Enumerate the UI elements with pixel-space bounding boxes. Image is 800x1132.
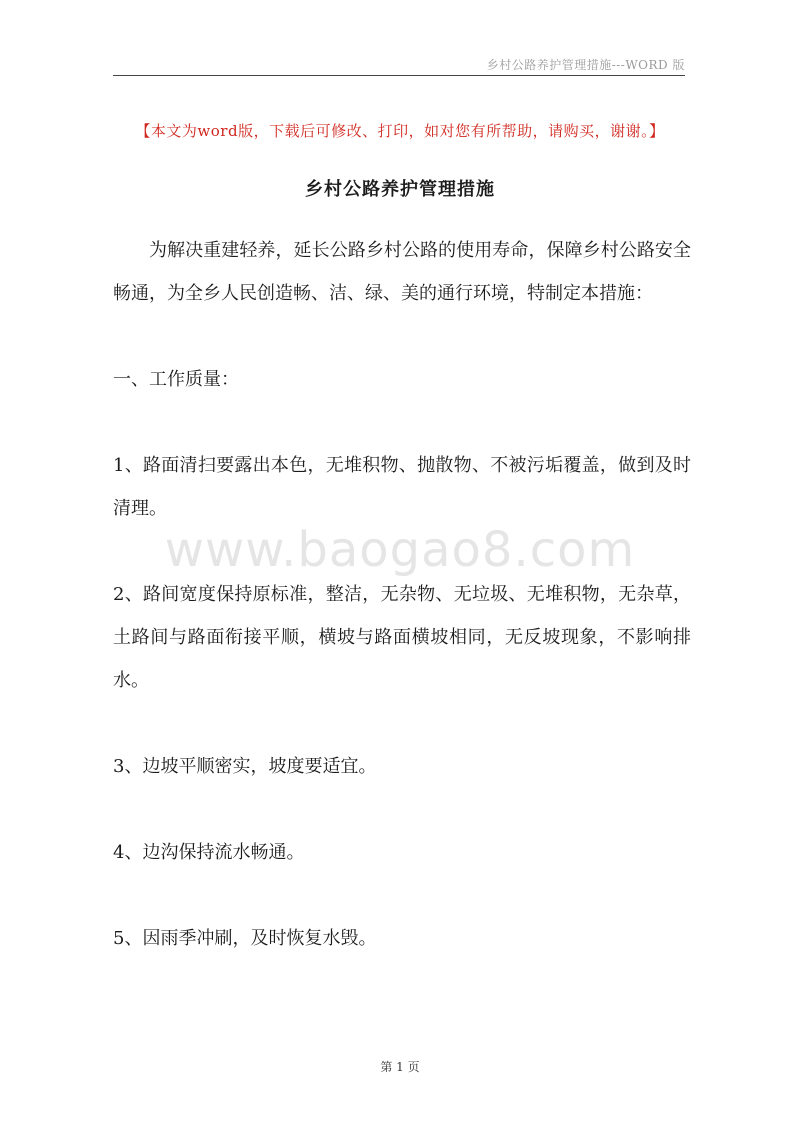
paragraph-gap xyxy=(113,530,691,573)
paragraph-gap xyxy=(113,401,691,444)
page-number: 第 1 页 xyxy=(380,1060,420,1074)
list-item: 3、边坡平顺密实，坡度要适宜。 xyxy=(113,756,377,777)
document-body xyxy=(113,229,691,960)
document-title: 乡村公路养护管理措施 xyxy=(305,179,495,200)
paragraph-gap xyxy=(113,874,691,917)
list-item: 5、因雨季冲刷，及时恢复水毁。 xyxy=(113,928,377,949)
intro-paragraph: 为解决重建轻养，延长公路乡村公路的使用寿命，保障乡村公路安全畅通，为全乡人民创造畅、洁、绿、美的通行环境，特制定本措施： xyxy=(113,240,691,304)
paragraph-gap xyxy=(113,315,691,358)
paragraph-gap xyxy=(113,702,691,745)
running-header: 乡村公路养护管理措施---WORD 版 xyxy=(486,58,685,72)
purchase-notice: 【本文为word版，下载后可修改、打印，如对您有所帮助，请购买，谢谢。】 xyxy=(135,122,665,140)
list-item: 1、路面清扫要露出本色，无堆积物、抛散物、不被污垢覆盖，做到及时清理。 xyxy=(113,455,691,519)
paragraph-gap xyxy=(113,788,691,831)
list-item: 2、路间宽度保持原标准，整洁，无杂物、无垃圾、无堆积物，无杂草，土路间与路面衔接平顺，横坡与路面横坡相同，无反坡现象，不影响排水。 xyxy=(113,584,691,691)
watermark: www.baogao8.com xyxy=(164,522,636,578)
section-heading: 一、工作质量： xyxy=(113,369,239,390)
list-item: 4、边沟保持流水畅通。 xyxy=(113,842,305,863)
header-divider xyxy=(113,75,685,76)
